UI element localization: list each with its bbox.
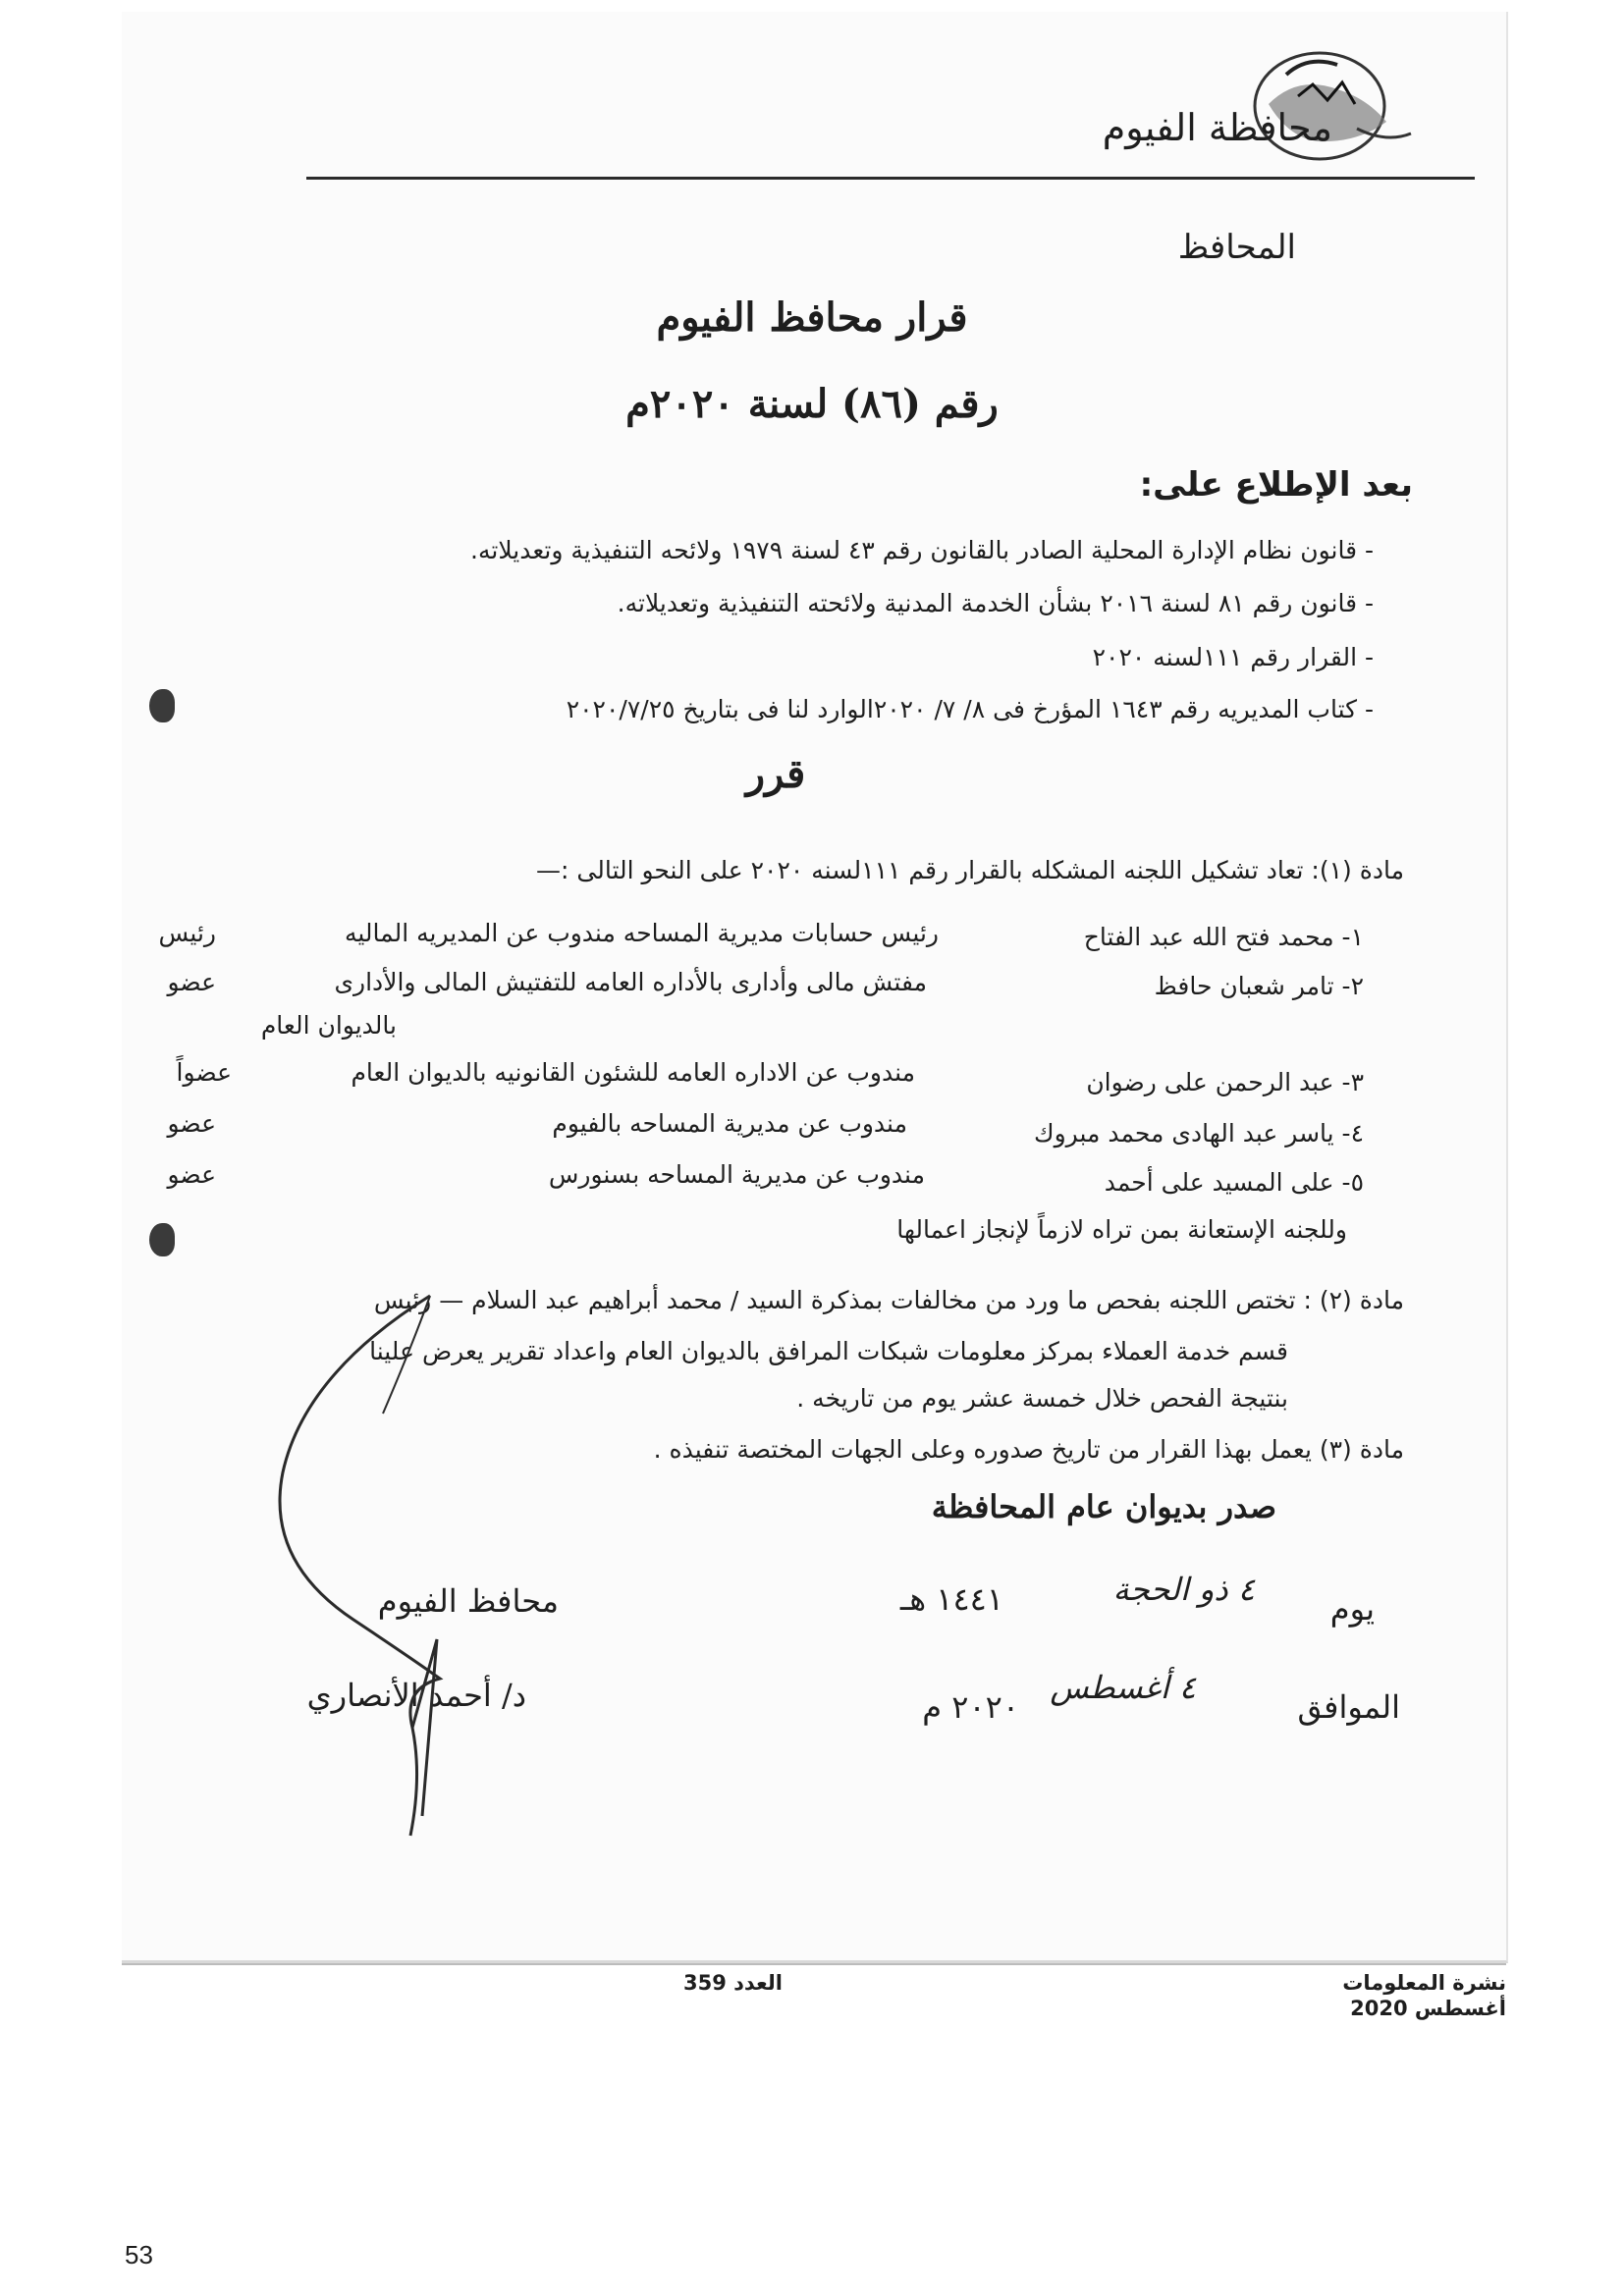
match-label: الموافق bbox=[1297, 1688, 1400, 1726]
preamble-item: - قانون رقم ٨١ لسنة ٢٠١٦ بشأن الخدمة المدنية ولائحته التنفيذية وتعديلاته. bbox=[617, 589, 1374, 617]
footer-divider bbox=[122, 1963, 1506, 1965]
article-3-text: مادة (٣) يعمل بهذا القرار من تاريخ صدوره وعلى الجهات المختصة تنفيذه . bbox=[653, 1435, 1404, 1464]
decision-heading: قرر bbox=[745, 751, 806, 797]
member-post-continued: بالديوان العام bbox=[260, 1011, 397, 1040]
member-name: ٢- تامر شعبان حافظ bbox=[1154, 972, 1364, 1000]
day-label: يوم bbox=[1329, 1590, 1375, 1628]
signature-name: د/ أحمد الأنصاري bbox=[306, 1677, 526, 1714]
office-title: المحافظ bbox=[1177, 228, 1296, 267]
issue-number: العدد 359 bbox=[683, 1971, 783, 1995]
member-role: عضو bbox=[167, 1109, 216, 1138]
member-post: مفتش مالى وأدارى بالأداره العامه للتفتيش المالى والأدارى bbox=[334, 968, 927, 996]
member-role: عضو bbox=[167, 968, 216, 996]
member-role: رئيس bbox=[158, 919, 216, 947]
hijri-date-handwritten: ٤ ذو الحجة bbox=[1112, 1571, 1255, 1608]
member-post: مندوب عن مديرية المساحه بالفيوم bbox=[552, 1109, 907, 1138]
preamble-item: - القرار رقم ١١١لسنه ٢٠٢٠ bbox=[1092, 643, 1374, 671]
punch-hole-mark bbox=[149, 1223, 175, 1256]
decree-number: رقم (٨٦) لسنة ٢٠٢٠م bbox=[625, 381, 999, 427]
article-2-line: مادة (٢) : تختص اللجنه بفحص ما ورد من مخالفات بمذكرة السيد / محمد أبراهيم عبد السلام — رئيس bbox=[373, 1286, 1404, 1314]
preamble-heading: بعد الإطلاع على: bbox=[1139, 465, 1413, 505]
handwritten-signature bbox=[265, 1266, 579, 1855]
article-2-line: قسم خدمة العملاء بمركز معلومات شبكات المرافق بالديوان العام واعداد تقرير يعرض علينا bbox=[369, 1337, 1288, 1365]
decree-title: قرار محافظ الفيوم bbox=[656, 294, 968, 341]
member-name: ٤- ياسر عبد الهادى محمد مبروك bbox=[1033, 1119, 1364, 1148]
header-divider bbox=[306, 177, 1475, 180]
gregorian-year: ٢٠٢٠ م bbox=[922, 1688, 1019, 1726]
member-post: مندوب عن مديرية المساحه بسنورس bbox=[548, 1160, 925, 1189]
punch-hole-mark bbox=[149, 689, 175, 722]
bulletin-name: نشرة المعلومات bbox=[1342, 1971, 1506, 1995]
signature-title: محافظ الفيوم bbox=[377, 1582, 559, 1620]
page-number: 53 bbox=[125, 2240, 153, 2269]
member-name: ٣- عبد الرحمن على رضوان bbox=[1086, 1068, 1364, 1096]
member-role: عضواً bbox=[176, 1058, 232, 1087]
preamble-item: - كتاب المديريه رقم ١٦٤٣ المؤرخ فى ٨/ ٧/ ٢٠٢٠الوارد لنا فى بتاريخ ٢٠٢٠/٧/٢٥ bbox=[566, 695, 1374, 723]
bulletin-month: أغسطس 2020 bbox=[1350, 1997, 1506, 2020]
governorate-name: محافظة الفيوم bbox=[1102, 106, 1332, 149]
article-2-line: بنتيجة الفحص خلال خمسة عشر يوم من تاريخه . bbox=[796, 1384, 1288, 1413]
article-1-closing: وللجنه الإستعانة بمن تراه لازماً لإنجاز اعمالها bbox=[896, 1215, 1347, 1244]
article-1-text: مادة (١): تعاد تشكيل اللجنه المشكله بالقرار رقم ١١١لسنه ٢٠٢٠ على النحو التالى :— bbox=[536, 856, 1404, 884]
gregorian-date-handwritten: ٤ أغسطس bbox=[1050, 1669, 1196, 1706]
hijri-year: ١٤٤١ هـ bbox=[899, 1580, 1003, 1618]
member-name: ١- محمد فتح الله عبد الفتاح bbox=[1083, 923, 1364, 951]
member-role: عضو bbox=[167, 1160, 216, 1189]
member-post: رئيس حسابات مديرية المساحه مندوب عن المديريه الماليه bbox=[344, 919, 939, 947]
member-name: ٥- على المسيد على أحمد bbox=[1104, 1168, 1364, 1197]
preamble-item: - قانون نظام الإدارة المحلية الصادر بالقانون رقم ٤٣ لسنة ١٩٧٩ ولائحه التنفيذية وتعديلاته. bbox=[470, 536, 1374, 564]
issued-at: صدر بديوان عام المحافظة bbox=[931, 1488, 1276, 1525]
member-post: مندوب عن الاداره العامه للشئون القانونيه بالديوان العام bbox=[351, 1058, 915, 1087]
